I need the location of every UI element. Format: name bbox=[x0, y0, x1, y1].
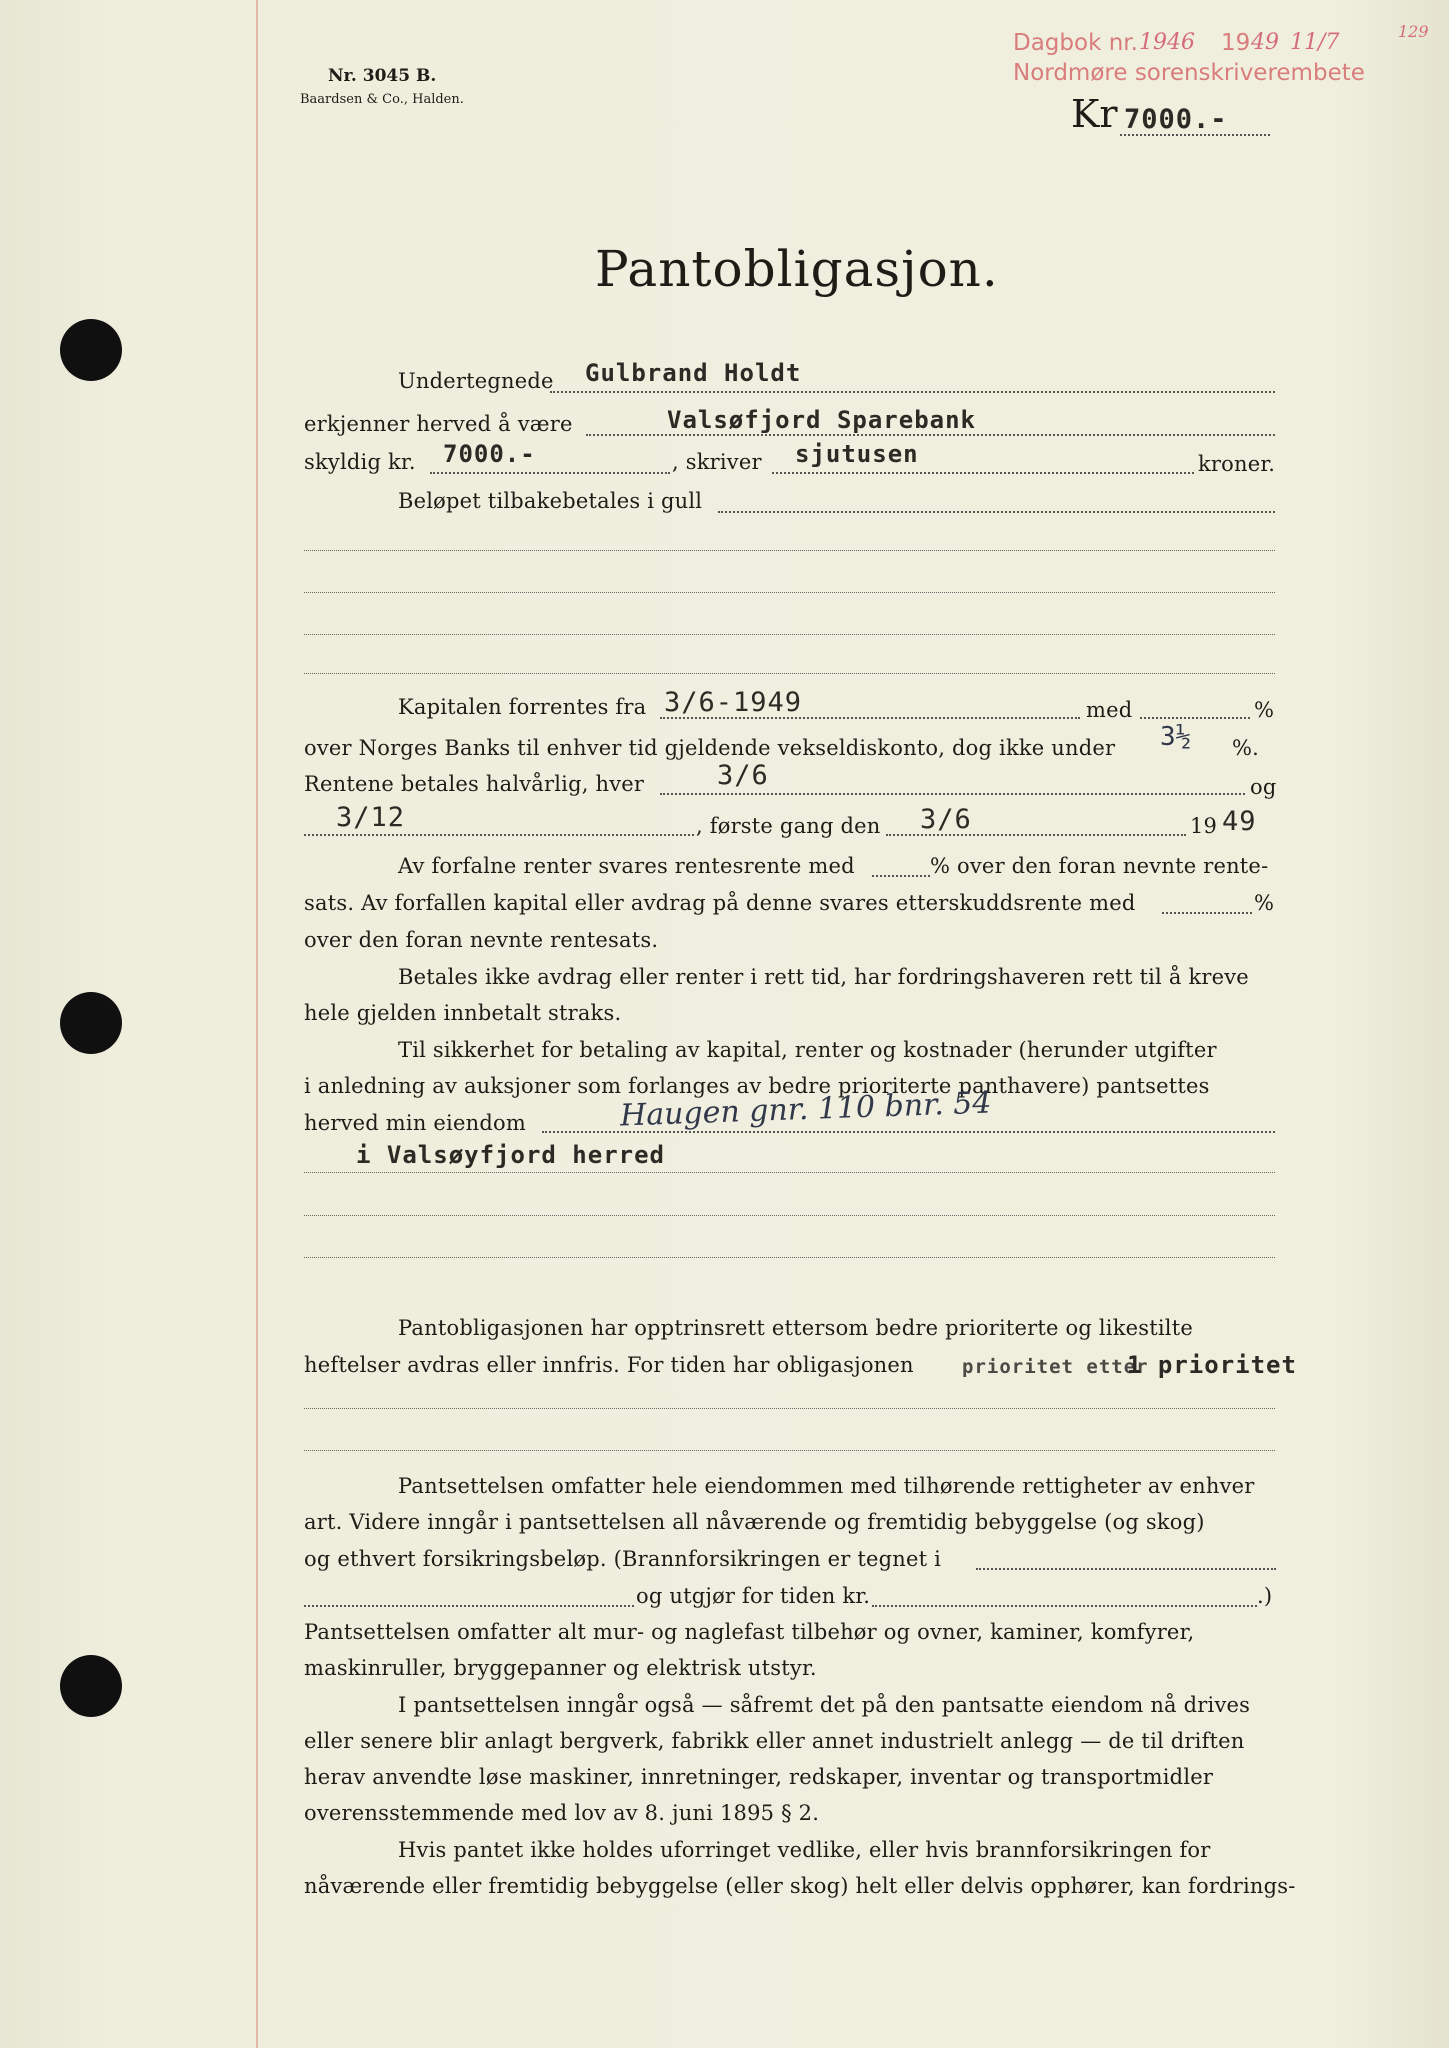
undertegnede-value: Gulbrand Holdt bbox=[585, 359, 802, 387]
og-label: og bbox=[1250, 775, 1277, 799]
p4-line1: Hvis pantet ikke holdes uforringet vedlike, eller hvis brannforsikringen for bbox=[398, 1838, 1211, 1862]
blank-line bbox=[304, 1450, 1275, 1451]
p1-line3-blank bbox=[976, 1568, 1276, 1570]
betales-text-1: Betales ikke avdrag eller renter i rett tid, har fordringshaveren rett til å kreve bbox=[398, 965, 1249, 989]
forfalne-line bbox=[872, 875, 930, 877]
printer-name: Baardsen & Co., Halden. bbox=[300, 92, 464, 107]
pantob-text-2: heftelser avdras eller innfris. For tiden har obligasjonen bbox=[304, 1353, 914, 1377]
pct-sign-2: %. bbox=[1232, 736, 1260, 760]
over-label: over Norges Banks til enhver tid gjeldende vekseldiskonto, dog ikke under bbox=[304, 736, 1116, 760]
betales-text-2: hele gjelden innbetalt straks. bbox=[304, 1001, 622, 1025]
rate-line bbox=[1140, 717, 1250, 719]
skriver-value: sjutusen bbox=[795, 440, 919, 468]
p1-line1: Pantsettelsen omfatter hele eiendommen med tilhørende rettigheter av enhver bbox=[398, 1474, 1255, 1498]
property-value: Haugen gnr. 110 bnr. 54 bbox=[619, 1085, 992, 1134]
p2-line1: Pantsettelsen omfatter alt mur- og naglefast tilbehør og ovner, kaminer, komfyrer, bbox=[304, 1620, 1195, 1644]
p2-line2: maskinruller, bryggepanner og elektrisk utstyr. bbox=[304, 1656, 817, 1680]
kr-amount: 7000.- bbox=[1124, 104, 1228, 135]
form-number: Nr. 3045 B. bbox=[328, 66, 437, 86]
p1-line3: og ethvert forsikringsbeløp. (Brannforsikringen er tegnet i bbox=[304, 1547, 942, 1571]
interest-date-2: 3/12 bbox=[336, 802, 406, 833]
p1-amount-blank bbox=[872, 1605, 1257, 1607]
overtyped-text: prioritet etter bbox=[962, 1356, 1149, 1378]
skyldig-label: skyldig kr. bbox=[304, 450, 416, 474]
skyldig-line bbox=[430, 472, 670, 474]
til-text-2: i anledning av auksjoner som forlanges av bedre prioriterte panthavere) pantsettes bbox=[304, 1074, 1210, 1098]
sats-line bbox=[1162, 912, 1252, 914]
blank-line bbox=[304, 634, 1275, 635]
sats-text: sats. Av forfallen kapital eller avdrag på denne svares etterskuddsrente med bbox=[304, 891, 1136, 915]
min-rate-value: 3½ bbox=[1160, 722, 1192, 752]
stamp-dagbok: Dagbok nr. bbox=[1013, 30, 1138, 56]
year-prefix: 19 bbox=[1190, 814, 1218, 838]
rentene-label: Rentene betales halvårlig, hver bbox=[304, 772, 645, 796]
pct-sign: % bbox=[1254, 698, 1275, 722]
kr-label: Kr bbox=[1071, 92, 1118, 136]
pantob-text-1: Pantobligasjonen har opptrinsrett ettersom bedre prioriterte og likestilte bbox=[398, 1316, 1193, 1340]
stamp-page: 129 bbox=[1398, 22, 1429, 41]
blank-line bbox=[304, 592, 1275, 593]
priority-value: 1 prioritet bbox=[1127, 1351, 1297, 1379]
creditor-value: Valsøfjord Sparebank bbox=[667, 406, 976, 434]
erkjenner-label: erkjenner herved å være bbox=[304, 412, 573, 436]
til-text-1: Til sikkerhet for betaling av kapital, renter og kostnader (herunder utgifter bbox=[398, 1038, 1217, 1062]
blank-line bbox=[304, 1408, 1275, 1409]
kapitalen-line bbox=[660, 717, 1080, 719]
stamp-date: 11/7 bbox=[1290, 30, 1340, 55]
belopet-label: Beløpet tilbakebetales i gull bbox=[398, 489, 703, 513]
skriver-line bbox=[772, 472, 1194, 474]
erkjenner-line bbox=[586, 434, 1275, 436]
blank-line bbox=[304, 550, 1275, 551]
p1-line2: art. Videre inngår i pantsettelsen all nåværende og fremtidig bebyggelse (og skog) bbox=[304, 1510, 1205, 1534]
med-label: med bbox=[1086, 698, 1133, 722]
over-rentesats: over den foran nevnte rentesats. bbox=[304, 928, 659, 952]
p1-line4: og utgjør for tiden kr. bbox=[636, 1584, 871, 1608]
kroner-label: kroner. bbox=[1198, 452, 1276, 476]
first-date-line bbox=[886, 834, 1186, 836]
second-date-line bbox=[304, 834, 694, 836]
punch-hole bbox=[60, 1655, 122, 1717]
undertegnede-label: Undertegnede bbox=[398, 369, 554, 393]
p4-line2: nåværende eller fremtidig bebyggelse (eller skog) helt eller delvis opphører, kan fordrings- bbox=[304, 1874, 1296, 1898]
skyldig-value: 7000.- bbox=[443, 440, 536, 468]
forfalne-text-2: % over den foran nevnte rente- bbox=[930, 854, 1269, 878]
stamp-year: 49 bbox=[1251, 30, 1279, 55]
year-value: 49 bbox=[1222, 806, 1257, 837]
undertegnede-line bbox=[550, 391, 1275, 393]
herved-line bbox=[542, 1131, 1275, 1133]
stamp-daybook-no: 1946 bbox=[1139, 30, 1195, 55]
blank-line bbox=[304, 1215, 1275, 1216]
stamp-office: Nordmøre sorenskriverembete bbox=[1013, 60, 1365, 86]
herred-value: i Valsøyfjord herred bbox=[356, 1141, 665, 1169]
p3-line2: eller senere blir anlagt bergverk, fabrikk eller annet industrielt anlegg — de til driften bbox=[304, 1729, 1245, 1753]
sats-pct: % bbox=[1254, 891, 1275, 915]
blank-line bbox=[304, 673, 1275, 674]
punch-hole bbox=[60, 992, 122, 1054]
skriver-label: , skriver bbox=[672, 450, 762, 474]
rentene-line bbox=[660, 793, 1245, 795]
margin-rule bbox=[256, 0, 258, 2048]
belopet-line bbox=[718, 511, 1275, 513]
forste-label: , første gang den bbox=[696, 814, 881, 838]
blank-line bbox=[304, 1172, 1275, 1173]
kr-line bbox=[1120, 134, 1270, 136]
p3-line4: overensstemmende med lov av 8. juni 1895 § 2. bbox=[304, 1801, 820, 1825]
p3-line3: herav anvendte løse maskiner, innretninger, redskaper, inventar og transportmidler bbox=[304, 1765, 1214, 1789]
kapitalen-label: Kapitalen forrentes fra bbox=[398, 695, 647, 719]
punch-hole bbox=[60, 319, 122, 381]
herved-label: herved min eiendom bbox=[304, 1111, 526, 1135]
p1-line4-end: .) bbox=[1257, 1584, 1273, 1608]
blank-line bbox=[304, 1257, 1275, 1258]
p1-line4-blank bbox=[304, 1605, 634, 1607]
forfalne-text: Av forfalne renter svares rentesrente med bbox=[398, 854, 855, 878]
kapitalen-date: 3/6-1949 bbox=[664, 687, 803, 718]
first-date-value: 3/6 bbox=[920, 804, 972, 835]
p3-line1: I pantsettelsen inngår også — såfremt det på den pantsatte eiendom nå drives bbox=[398, 1693, 1251, 1717]
page-title: Pantobligasjon. bbox=[595, 240, 999, 298]
interest-date-1: 3/6 bbox=[717, 760, 769, 791]
stamp-year-prefix: 19 bbox=[1221, 30, 1251, 56]
